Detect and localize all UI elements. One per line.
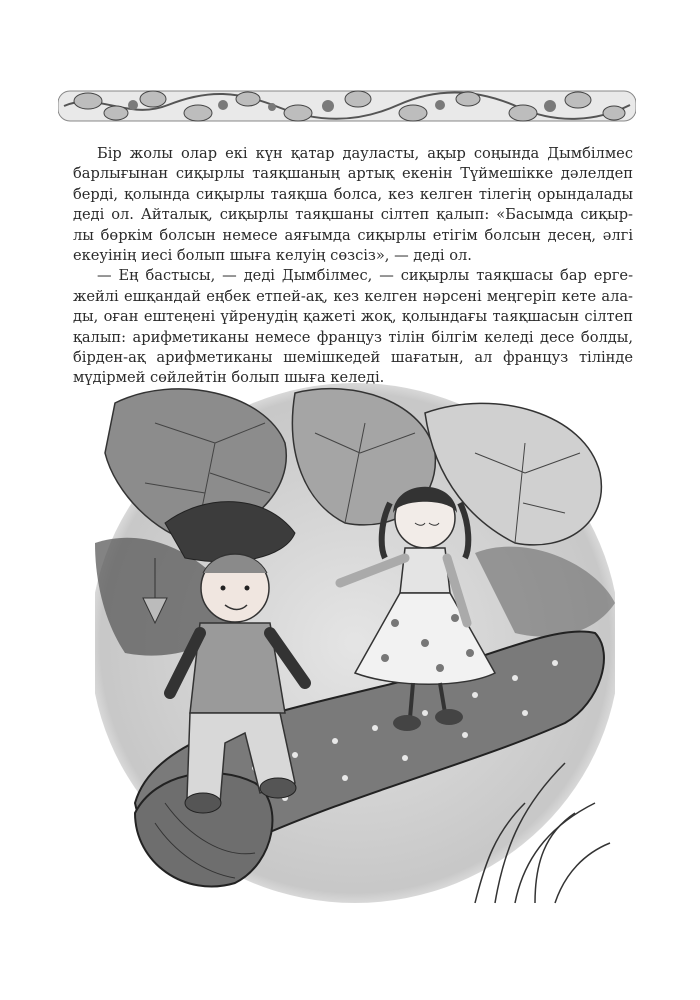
text-line: Бір жолы олар екі күн қатар дауласты, ақыр соңында Дымбілмес xyxy=(97,145,633,162)
text-line: лы бөркім болсын немесе аяғымда сиқырлы етігім болсын десең, әлгі xyxy=(73,226,633,244)
text-line: деді ол. Айталық, сиқырлы таяқшаны сілтеп қалып: «Басымда сиқыр- xyxy=(73,206,633,224)
paragraph-2 xyxy=(73,266,633,388)
illustration-icon xyxy=(95,383,615,908)
text-line: бірден-ақ арифметиканы шемішкедей шағатын, ал француз тілінде xyxy=(73,349,633,367)
text-line: — Ең бастысы, — деді Дымбілмес, — сиқырлы таяқшасы бар ерге- xyxy=(97,267,633,285)
text-line: мүдірмей сөйлейтін болып шыға келеді. xyxy=(73,369,385,387)
text-line: екеуінің иесі болып шыға келуің сөзсіз», — деді ол. xyxy=(73,247,472,265)
text-line: ды, оған ештеңені үйренудің қажеті жоқ, қолындағы таяқшасын сілтеп xyxy=(73,308,633,326)
text-line: барлығынан сиқырлы таяқшаның артық екенін Түймешікке дәлелдеп xyxy=(73,165,633,183)
text-line: қалып: арифметиканы немесе француз тілін білгім келеді десе болды, xyxy=(73,328,633,346)
paragraph-1 xyxy=(73,144,633,266)
body-text xyxy=(73,144,633,389)
text-line: жейлі ешқандай еңбек етпей-ақ, кез келген нәрсені меңгеріп кете ала- xyxy=(73,287,633,305)
floral-vine-icon xyxy=(58,83,636,129)
text-line: берді, қолында сиқырлы таяқша болса, кез келген тілегің орындалады xyxy=(73,185,633,203)
